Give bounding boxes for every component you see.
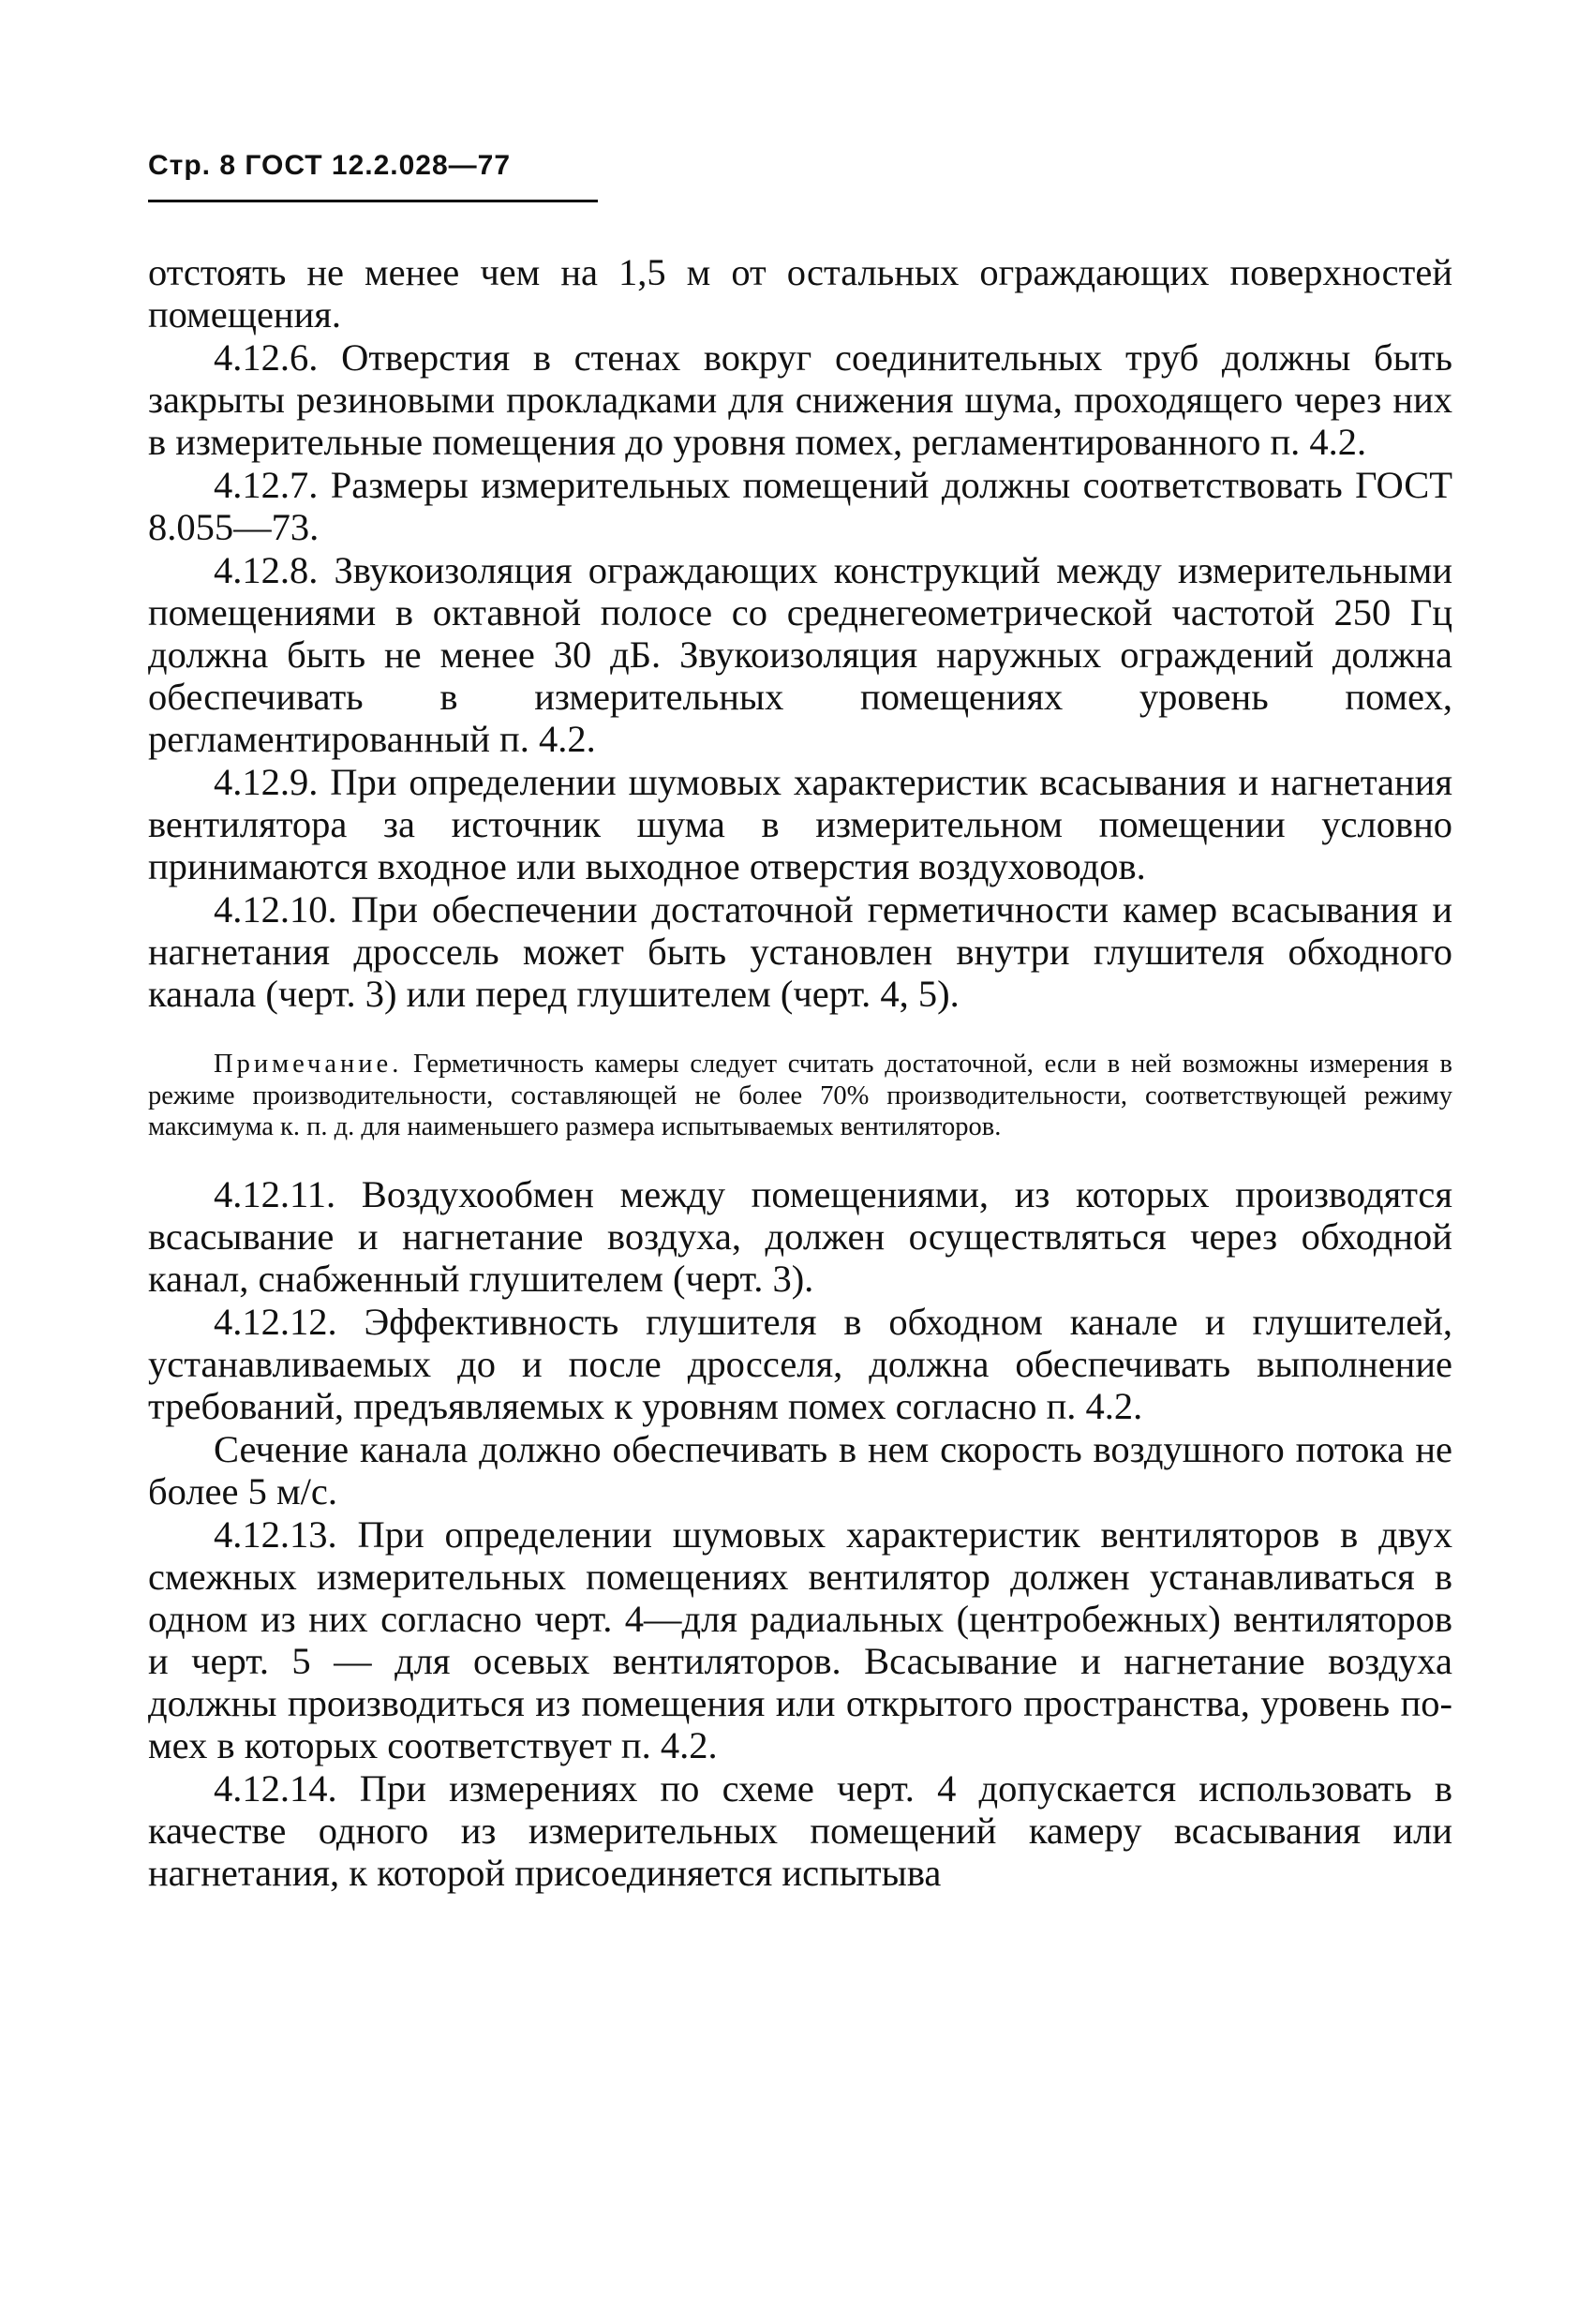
paragraph-4-12-6: 4.12.6. Отверстия в стенах вокруг соединительных труб должны быть закрыты резиновыми прокладками для снижения шума, проходящего через них в измерительные помещения до уровня помех, регламентированного п. 4.2. xyxy=(148,336,1452,463)
paragraph-4-12-10: 4.12.10. При обеспечении достаточной герметичности камер всасывания и нагнетания дроссель может быть установлен внутри глушителя обходного канала (черт. 3) или перед глушителем (черт. 4, 5). xyxy=(148,888,1452,1015)
note-text: Герметичность камеры следует считать достаточной, если в ней возможны измерения в режиме производительности, составляющей не более 70% производительности, соответствующей режиму максимума к. п. д. для наименьшего размера испытываемых вентиляторов. xyxy=(148,1050,1452,1141)
paragraph-4-12-12: 4.12.12. Эффективность глушителя в обходном канале и глушителей, устанавливаемых до и после дросселя, должна обеспечивать выполнение требований, предъявляемых к уровням помех согласно п. 4.2. xyxy=(148,1300,1452,1427)
note xyxy=(148,1049,1452,1143)
note-label: Примечание. xyxy=(214,1050,403,1079)
paragraph-4-12-7: 4.12.7. Размеры измерительных помещений должны соответствовать ГОСТ 8.055—73. xyxy=(148,464,1452,548)
body-text xyxy=(148,251,1452,1895)
page-header: Стр. 8 ГОСТ 12.2.028—77 xyxy=(148,150,512,181)
paragraph-continuation: отстоять не менее чем на 1,5 м от остальных ограждающих поверхностей помещения. xyxy=(148,251,1452,335)
paragraph-4-12-11: 4.12.11. Воздухообмен между помещениями, из которых производятся всасывание и нагнетание воздуха, должен осуществляться через обходной канал, снабженный глушителем (черт. 3). xyxy=(148,1172,1452,1300)
paragraph-channel-section: Сечение канала должно обеспечивать в нем скорость воздушного потока не более 5 м/с. xyxy=(148,1427,1452,1512)
header-rule xyxy=(148,200,598,202)
paragraph-4-12-8: 4.12.8. Звукоизоляция ограждающих конструкций между измерительными помещениями в октавной полосе со среднегеометрической частотой 250 Гц должна быть не менее 30 дБ. Звукоизоляция наружных ограждений должна обеспечивать в измерительных помещениях уровень помех, регламентированный п. 4.2. xyxy=(148,549,1452,760)
paragraph-4-12-14: 4.12.14. При измерениях по схеме черт. 4 допускается использовать в качестве одного из измерительных помещений камеру всасывания или нагнетания, к которой присоединяется испытыва xyxy=(148,1766,1452,1894)
paragraph-4-12-13: 4.12.13. При определении шумовых характеристик вентиляторов в двух смежных измерительных помещениях вентилятор должен устанавливаться в одном из них согласно черт. 4—для радиальных (центробежных) вентиляторов и черт. 5 — для осевых вентиляторов. Всасывание и нагнетание воздуха должны производиться из помещения или открытого пространства, уровень помех в которых соответствует п. 4.2. xyxy=(148,1512,1452,1766)
paragraph-4-12-9: 4.12.9. При определении шумовых характеристик всасывания и нагнетания вентилятора за источник шума в измерительном помещении условно принимаются входное или выходное отверстия воздуховодов. xyxy=(148,761,1452,887)
